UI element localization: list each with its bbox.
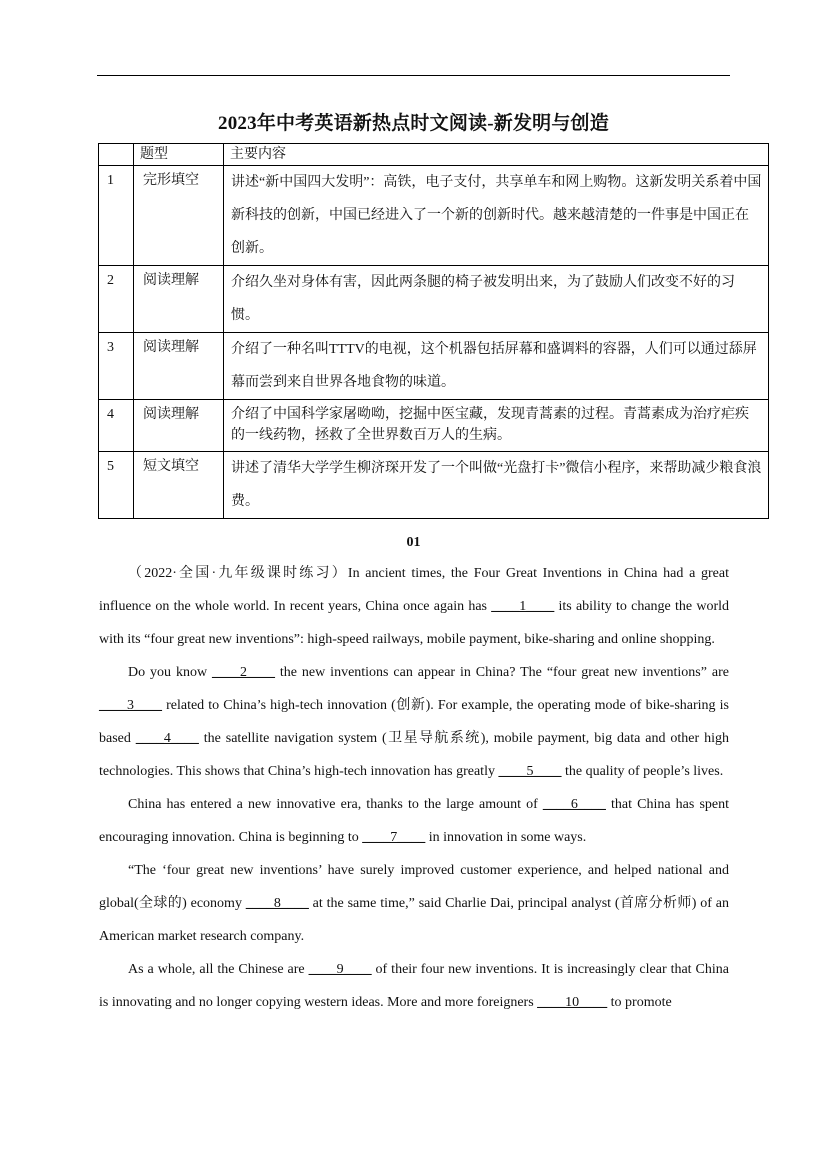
blank-4: ____4____ xyxy=(135,731,199,746)
paragraph-2 xyxy=(99,656,729,788)
paragraph-text: China has entered a new innovative era, thanks to the large amount of xyxy=(128,797,543,812)
table-header-row xyxy=(99,144,769,166)
table-row xyxy=(99,166,769,266)
paragraph-text: that China has spent encouraging innovation. China is beginning to xyxy=(99,797,729,845)
row-number: 1 xyxy=(99,166,134,266)
blank-7: ____7____ xyxy=(362,830,426,845)
row-type: 阅读理解 xyxy=(134,333,224,400)
paragraph-4 xyxy=(99,854,729,953)
row-content: 介绍久坐对身体有害，因此两条腿的椅子被发明出来，为了鼓励人们改变不好的习惯。 xyxy=(224,266,769,333)
blank-1: ____1____ xyxy=(491,599,555,614)
row-type: 短文填空 xyxy=(134,452,224,519)
passage-number: 01 xyxy=(406,535,421,550)
paragraph-3 xyxy=(99,788,729,854)
paragraph-text: at the same time,” said Charlie Dai, principal analyst (首席分析师) of an American market research company. xyxy=(99,896,729,944)
row-content: 讲述了清华大学学生柳济琛开发了一个叫做“光盘打卡”微信小程序，来帮助减少粮食浪费。 xyxy=(224,452,769,519)
summary-table xyxy=(98,143,769,519)
source-note: （2022·全国·九年级课时练习） xyxy=(128,566,348,581)
paragraph-text: In ancient times, the Four Great Inventions in China had a great influence on the whole world. In recent years, China once again has xyxy=(99,566,729,614)
paragraph-1 xyxy=(99,557,729,656)
row-content: 介绍了中国科学家屠呦呦，挖掘中医宝藏，发现青蒿素的过程。青蒿素成为治疗疟疾的一线药物，拯救了全世界数百万人的生病。 xyxy=(224,400,769,452)
row-content: 介绍了一种名叫TTTV的电视，这个机器包括屏幕和盛调料的容器，人们可以通过舔屏幕而尝到来自世界各地食物的味道。 xyxy=(224,333,769,400)
header-number xyxy=(99,144,134,166)
row-number: 4 xyxy=(99,400,134,452)
row-number: 2 xyxy=(99,266,134,333)
paragraph-text: to promote xyxy=(607,995,672,1010)
table-row xyxy=(99,333,769,400)
table-row xyxy=(99,400,769,452)
paragraph-text: the new inventions can appear in China? The “four great new inventions” are xyxy=(274,665,729,680)
paragraph-text: As a whole, all the Chinese are xyxy=(128,962,309,977)
row-number: 3 xyxy=(99,333,134,400)
blank-10: ____10____ xyxy=(537,995,608,1010)
row-type: 阅读理解 xyxy=(134,266,224,333)
row-type: 阅读理解 xyxy=(134,400,224,452)
paragraph-text: the satellite navigation system (卫星导航系统), mobile payment, big data and other high technologies. This shows that China’s high-tech innovation has greatly xyxy=(99,731,729,779)
row-type: 完形填空 xyxy=(134,166,224,266)
blank-5: ____5____ xyxy=(498,764,562,779)
paragraph-text: in innovation in some ways. xyxy=(425,830,587,845)
page-title: 2023年中考英语新热点时文阅读-新发明与创造 xyxy=(218,113,609,134)
paragraph-text: “The ‘four great new inventions’ have surely improved customer experience, and helped national and global(全球的) economy xyxy=(99,863,729,911)
blank-8: ____8____ xyxy=(245,896,309,911)
table-row xyxy=(99,452,769,519)
passage-body xyxy=(99,557,729,1019)
header-rule xyxy=(97,75,730,76)
blank-2: ____2____ xyxy=(211,665,275,680)
paragraph-text: the quality of people’s lives. xyxy=(561,764,724,779)
paragraph-5 xyxy=(99,953,729,1019)
header-content: 主要内容 xyxy=(224,144,769,166)
paragraph-text: its ability to change the world with its “four great new inventions”: high-speed railways, mobile payment, bike-sharing and online shopping. xyxy=(99,599,729,647)
blank-3: ____3____ xyxy=(99,698,162,713)
paragraph-text: related to China’s high-tech innovation (创新). For example, the operating mode of bike-sharing is based xyxy=(99,698,729,746)
header-type: 题型 xyxy=(134,144,224,166)
blank-6: ____6____ xyxy=(542,797,606,812)
blank-9: ____9____ xyxy=(308,962,372,977)
row-content: 讲述“新中国四大发明”：高铁，电子支付，共享单车和网上购物。这新发明关系着中国新科技的创新，中国已经进入了一个新的创新时代。越来越清楚的一件事是中国正在创新。 xyxy=(224,166,769,266)
paragraph-text: of their four new inventions. It is increasingly clear that China is innovating and no longer copying western ideas. More and more foreigners xyxy=(99,962,729,1010)
row-number: 5 xyxy=(99,452,134,519)
table-row xyxy=(99,266,769,333)
paragraph-text: Do you know xyxy=(128,665,212,680)
